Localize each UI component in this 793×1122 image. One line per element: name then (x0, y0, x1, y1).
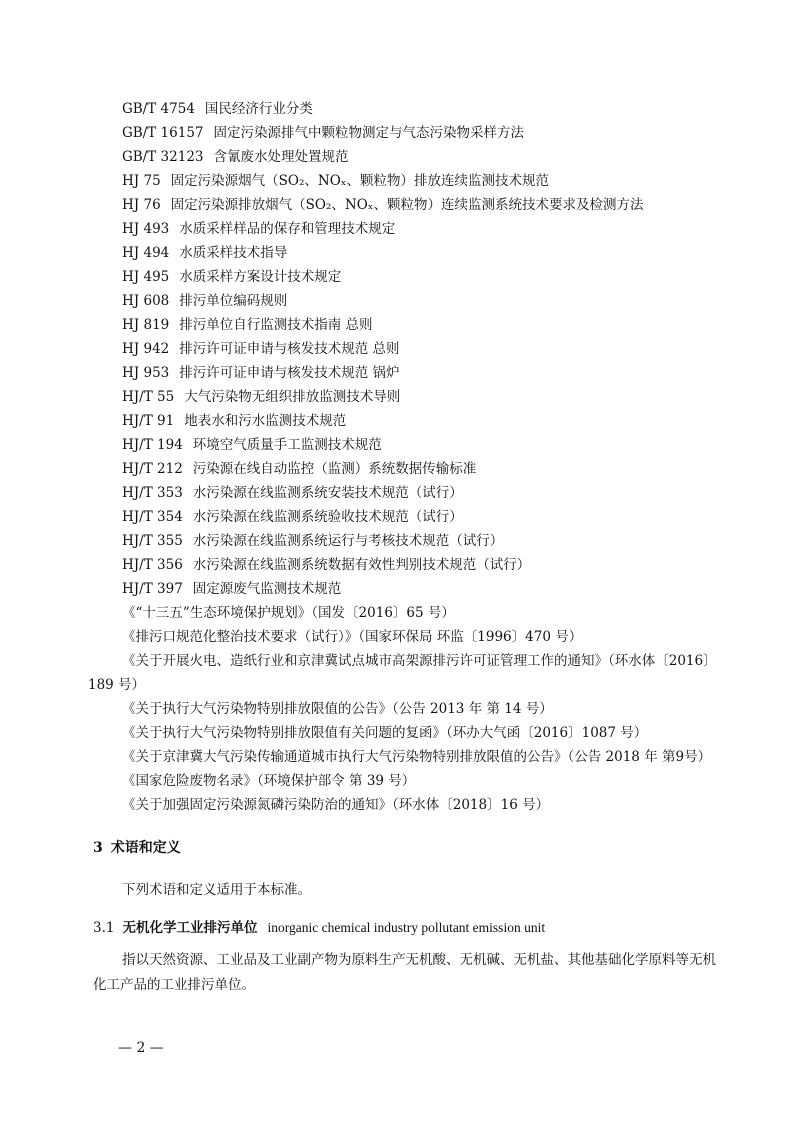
reference-item (122, 505, 722, 529)
reference-title: 排污许可证申请与核发技术规范 锅炉 (179, 365, 400, 381)
reference-item (122, 481, 722, 505)
reference-title: 水质采样方案设计技术规定 (179, 269, 342, 285)
reference-code: HJ 75 (122, 173, 161, 189)
reference-title: 排污许可证申请与核发技术规范 总则 (179, 341, 400, 357)
reference-title: 排污单位编码规则 (179, 293, 288, 309)
policy-documents-list (88, 601, 722, 817)
term-definition: 指以天然资源、工业品及工业副产物为原料生产无机酸、无机碱、无机盐、其他基础化学原料等无机化工产品的工业排污单位。 (93, 952, 716, 993)
reference-code: HJ/T 194 (122, 437, 183, 453)
document-item (122, 745, 722, 769)
document-text: 《关于京津冀大气污染传输通道城市执行大气污染物特别排放限值的公告》（公告 2018 年 第9号） (122, 749, 712, 765)
reference-title: 环境空气质量手工监测技术规范 (192, 437, 382, 453)
reference-item (122, 289, 722, 313)
reference-title: 水污染源在线监测系统安装技术规范（试行） (192, 485, 463, 501)
document-item (122, 625, 722, 649)
reference-title: 水质采样技术指导 (179, 245, 288, 261)
reference-title: 水污染源在线监测系统数据有效性判别技术规范（试行） (192, 557, 531, 573)
reference-item (122, 145, 722, 169)
section-heading (93, 836, 181, 860)
section-title: 术语和定义 (110, 840, 181, 856)
reference-code: HJ 819 (122, 317, 170, 333)
document-text: 《关于加强固定污染源氮磷污染防治的通知》（环水体〔2018〕16 号） (122, 797, 550, 813)
reference-code: HJ 76 (122, 197, 161, 213)
term-english: inorganic chemical industry pollutant emission unit (267, 920, 546, 935)
reference-code: HJ/T 355 (122, 533, 183, 549)
reference-title: 含氰废水处理处置规范 (213, 149, 349, 165)
document-text: 《“十三五”生态环境保护规划》（国发〔2016〕65 号） (122, 605, 455, 621)
reference-item (122, 217, 722, 241)
term-number: 3.1 (93, 920, 115, 936)
reference-title: 污染源在线自动监控（监测）系统数据传输标准 (192, 461, 477, 477)
reference-item (122, 457, 722, 481)
reference-code: HJ 953 (122, 365, 170, 381)
reference-code: GB/T 4754 (122, 101, 195, 117)
reference-title: 地表水和污水监测技术规范 (184, 413, 347, 429)
document-item (122, 697, 722, 721)
document-item (122, 793, 722, 817)
reference-item (122, 529, 722, 553)
reference-code: HJ 494 (122, 245, 170, 261)
document-text: 《排污口规范化整治技术要求（试行）》（国家环保局 环监〔1996〕470 号） (122, 629, 583, 645)
reference-code: HJ/T 354 (122, 509, 183, 525)
reference-code: HJ 495 (122, 269, 170, 285)
reference-item (122, 553, 722, 577)
reference-code: HJ 493 (122, 221, 170, 237)
reference-item (122, 433, 722, 457)
reference-code: HJ/T 397 (122, 581, 183, 597)
reference-code: HJ/T 91 (122, 413, 175, 429)
reference-code: GB/T 16157 (122, 125, 204, 141)
reference-item (122, 121, 722, 145)
reference-title: 固定污染源排放烟气（SO₂、NOₓ、颗粒物）连续监测系统技术要求及检测方法 (170, 197, 644, 213)
reference-item (122, 577, 722, 601)
reference-item (122, 313, 722, 337)
term-chinese: 无机化学工业排污单位 (122, 920, 258, 936)
normative-references-list (122, 97, 722, 601)
document-text: 《关于执行大气污染物特别排放限值的公告》（公告 2013 年 第 14 号） (122, 701, 553, 717)
reference-code: HJ 942 (122, 341, 170, 357)
page-number: — 2 — (118, 1040, 164, 1056)
reference-item (122, 361, 722, 385)
reference-item (122, 193, 722, 217)
reference-title: 大气污染物无组织排放监测技术导则 (184, 389, 401, 405)
reference-title: 水质采样样品的保存和管理技术规定 (179, 221, 396, 237)
reference-item (122, 385, 722, 409)
reference-item (122, 241, 722, 265)
reference-title: 水污染源在线监测系统运行与考核技术规范（试行） (192, 533, 504, 549)
reference-title: 排污单位自行监测技术指南 总则 (179, 317, 373, 333)
section-number: 3 (93, 840, 103, 856)
reference-item (122, 97, 722, 121)
term-heading (93, 916, 545, 940)
document-text: 《关于执行大气污染物特别排放限值有关问题的复函》（环办大气函〔2016〕1087 号） (122, 725, 648, 741)
reference-code: HJ/T 356 (122, 557, 183, 573)
document-text: 《国家危险废物名录》（环境保护部令 第 39 号） (122, 773, 416, 789)
reference-item (122, 409, 722, 433)
reference-title: 固定污染源排气中颗粒物测定与气态污染物采样方法 (213, 125, 524, 141)
reference-title: 国民经济行业分类 (204, 101, 313, 117)
reference-code: GB/T 32123 (122, 149, 204, 165)
document-item (122, 769, 722, 793)
reference-title: 水污染源在线监测系统验收技术规范（试行） (192, 509, 463, 525)
reference-title: 固定源废气监测技术规范 (192, 581, 342, 597)
document-text-continuation: 189 号） (88, 677, 146, 693)
document-text: 《关于开展火电、造纸行业和京津冀试点城市高架源排污许可证管理工作的通知》（环水体〔2016〕 (122, 653, 717, 669)
reference-code: HJ/T 353 (122, 485, 183, 501)
reference-item (122, 169, 722, 193)
section-intro: 下列术语和定义适用于本标准。 (122, 882, 311, 898)
reference-code: HJ/T 55 (122, 389, 175, 405)
reference-code: HJ/T 212 (122, 461, 183, 477)
reference-item (122, 265, 722, 289)
reference-item (122, 337, 722, 361)
document-item (122, 601, 722, 625)
document-item (88, 649, 722, 697)
reference-code: HJ 608 (122, 293, 170, 309)
reference-title: 固定污染源烟气（SO₂、NOₓ、颗粒物）排放连续监测技术规范 (170, 173, 549, 189)
document-item (122, 721, 722, 745)
